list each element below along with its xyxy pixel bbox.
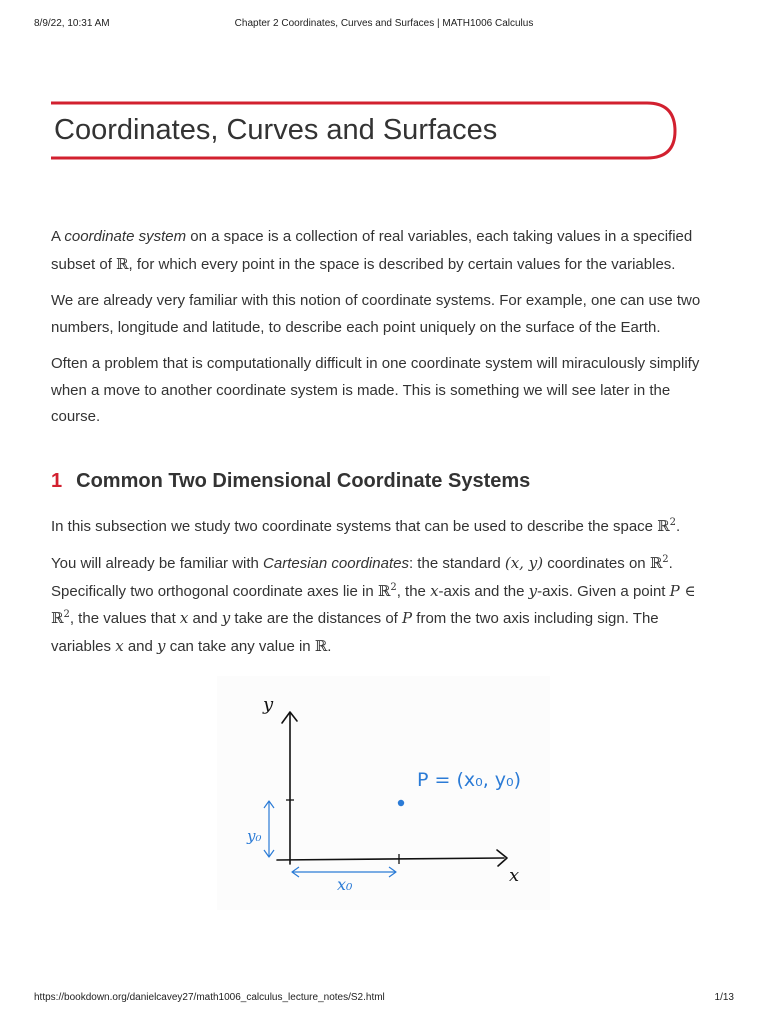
y-axis-label: y (263, 694, 274, 715)
term-cartesian-coordinates: Cartesian coordinates (263, 555, 409, 572)
intro-paragraph-1: A coordinate system on a space is a collection of real variables, each taking values in a specified subset of ℝ, for which every point in the space is described by certain values for the variables. (51, 228, 693, 273)
cartesian-diagram (217, 676, 550, 910)
print-page-title: Chapter 2 Coordinates, Curves and Surfaces | MATH1006 Calculus (234, 18, 534, 29)
point-p-label: P = (x₀, y₀) (417, 769, 522, 791)
x-axis-label: x (509, 865, 520, 886)
section-heading (51, 469, 721, 493)
print-page-number: 1/13 (714, 992, 734, 1003)
print-datetime: 8/9/22, 10:31 AM (34, 18, 110, 29)
x-axis (277, 858, 504, 860)
y0-label: y₀ (247, 827, 262, 845)
section-paragraph-1: In this subsection we study two coordinate systems that can be used to describe the space ℝ$^2$. (51, 516, 681, 535)
section-number: 1 (51, 469, 63, 492)
intro-paragraph-3: Often a problem that is computationally difficult in one coordinate system will miraculously simplify when a move to another coordinate system is made. This is something we will see later in the course. (51, 355, 700, 425)
section-paragraph-2: You will already be familiar with Cartesian coordinates: the standard (x, y) coordinates on ℝ$^2$. Specifically two orthogonal coordinate axes lie in ℝ$^2$, the x-axis and the y-axis. Given a point P ∈ ℝ$^2$, the values that x and y take are the distances of P from the two axis including sign. The variables x and y can take any value in ℝ. (51, 554, 696, 655)
print-header (34, 18, 734, 32)
chapter-title: Coordinates, Curves and Surfaces (54, 114, 498, 146)
x0-label: x₀ (337, 875, 353, 894)
term-coordinate-system: coordinate system (64, 228, 187, 245)
section-title: Common Two Dimensional Coordinate Systems (76, 469, 531, 492)
main-content (51, 224, 721, 670)
chapter-banner (51, 101, 677, 159)
point-p (398, 800, 404, 806)
print-footer (34, 992, 734, 1006)
cartesian-coordinates-figure (217, 676, 550, 910)
print-url: https://bookdown.org/danielcavey27/math1006_calculus_lecture_notes/S2.html (34, 992, 385, 1003)
intro-paragraph-2: We are already very familiar with this notion of coordinate systems. For example, one can use two numbers, longitude and latitude, to describe each point uniquely on the surface of the Earth. (51, 292, 701, 336)
